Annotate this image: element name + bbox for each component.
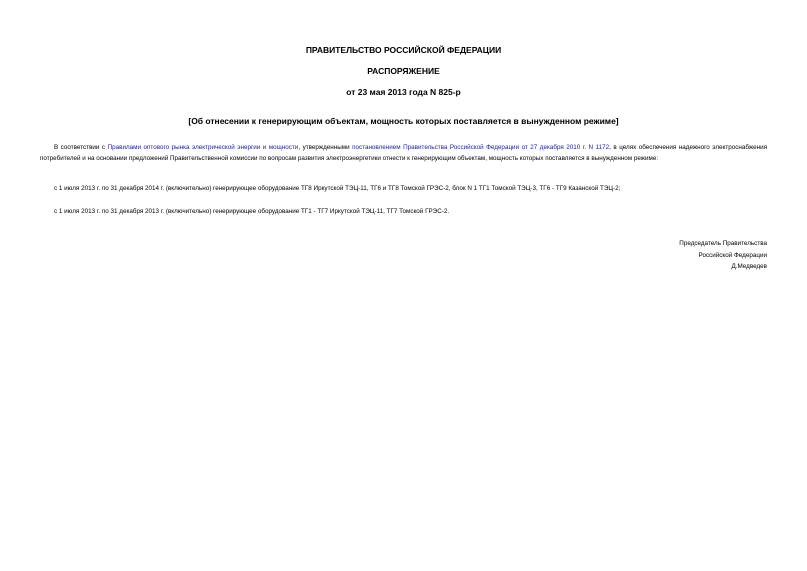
intro-prefix: В соответствии с [54,144,108,151]
government-decree-link[interactable]: постановлением Правительства Российской Федерации от 27 декабря 2010 г. N 1172 [352,144,610,151]
list-item: с 1 июля 2013 г. по 31 декабря 2014 г. (включительно) генерирующее оборудование ТГ8 Иркутской ТЭЦ-11, ТГ6 и ТГ8 Томской ГРЭС-2, блок N 1 ТГ1 Томской ТЭЦ-3, ТГ6 - ТГ9 Казанской ТЭЦ-2; [54,185,621,192]
intro-suffix: , в целях обеспечения надежного электроснабжения потребителей и на основании предложений Правительственной комиссии по вопросам развития электроэнергетики отнести к генерирующим объектам, мощность которых поставляется в вынужденном режиме: [40,144,767,162]
document-type: РАСПОРЯЖЕНИЕ [367,66,440,76]
intro-paragraph [40,143,767,164]
signature-block [679,238,767,273]
document-subject: [Об отнесении к генерирующим объектам, мощность которых поставляется в вынужденном режиме] [188,116,619,126]
signatory-position-line2: Российской Федерации [698,251,767,259]
signatory-position-line1: Председатель Правительства [679,240,767,247]
list-item: с 1 июля 2013 г. по 31 декабря 2013 г. (включительно) генерирующее оборудование ТГ1 - ТГ7 Иркутской ТЭЦ-11, ТГ7 Томской ГРЭС-2. [54,208,450,215]
wholesale-market-rules-link[interactable]: Правилами оптового рынка электрической энергии и мощности [107,144,299,151]
organization-title: ПРАВИТЕЛЬСТВО РОССИЙСКОЙ ФЕДЕРАЦИИ [305,45,502,55]
intro-middle: , утвержденными [298,144,353,151]
signatory-name: Д.Медведев [731,263,767,270]
document-date-number: от 23 мая 2013 года N 825-р [346,87,461,97]
